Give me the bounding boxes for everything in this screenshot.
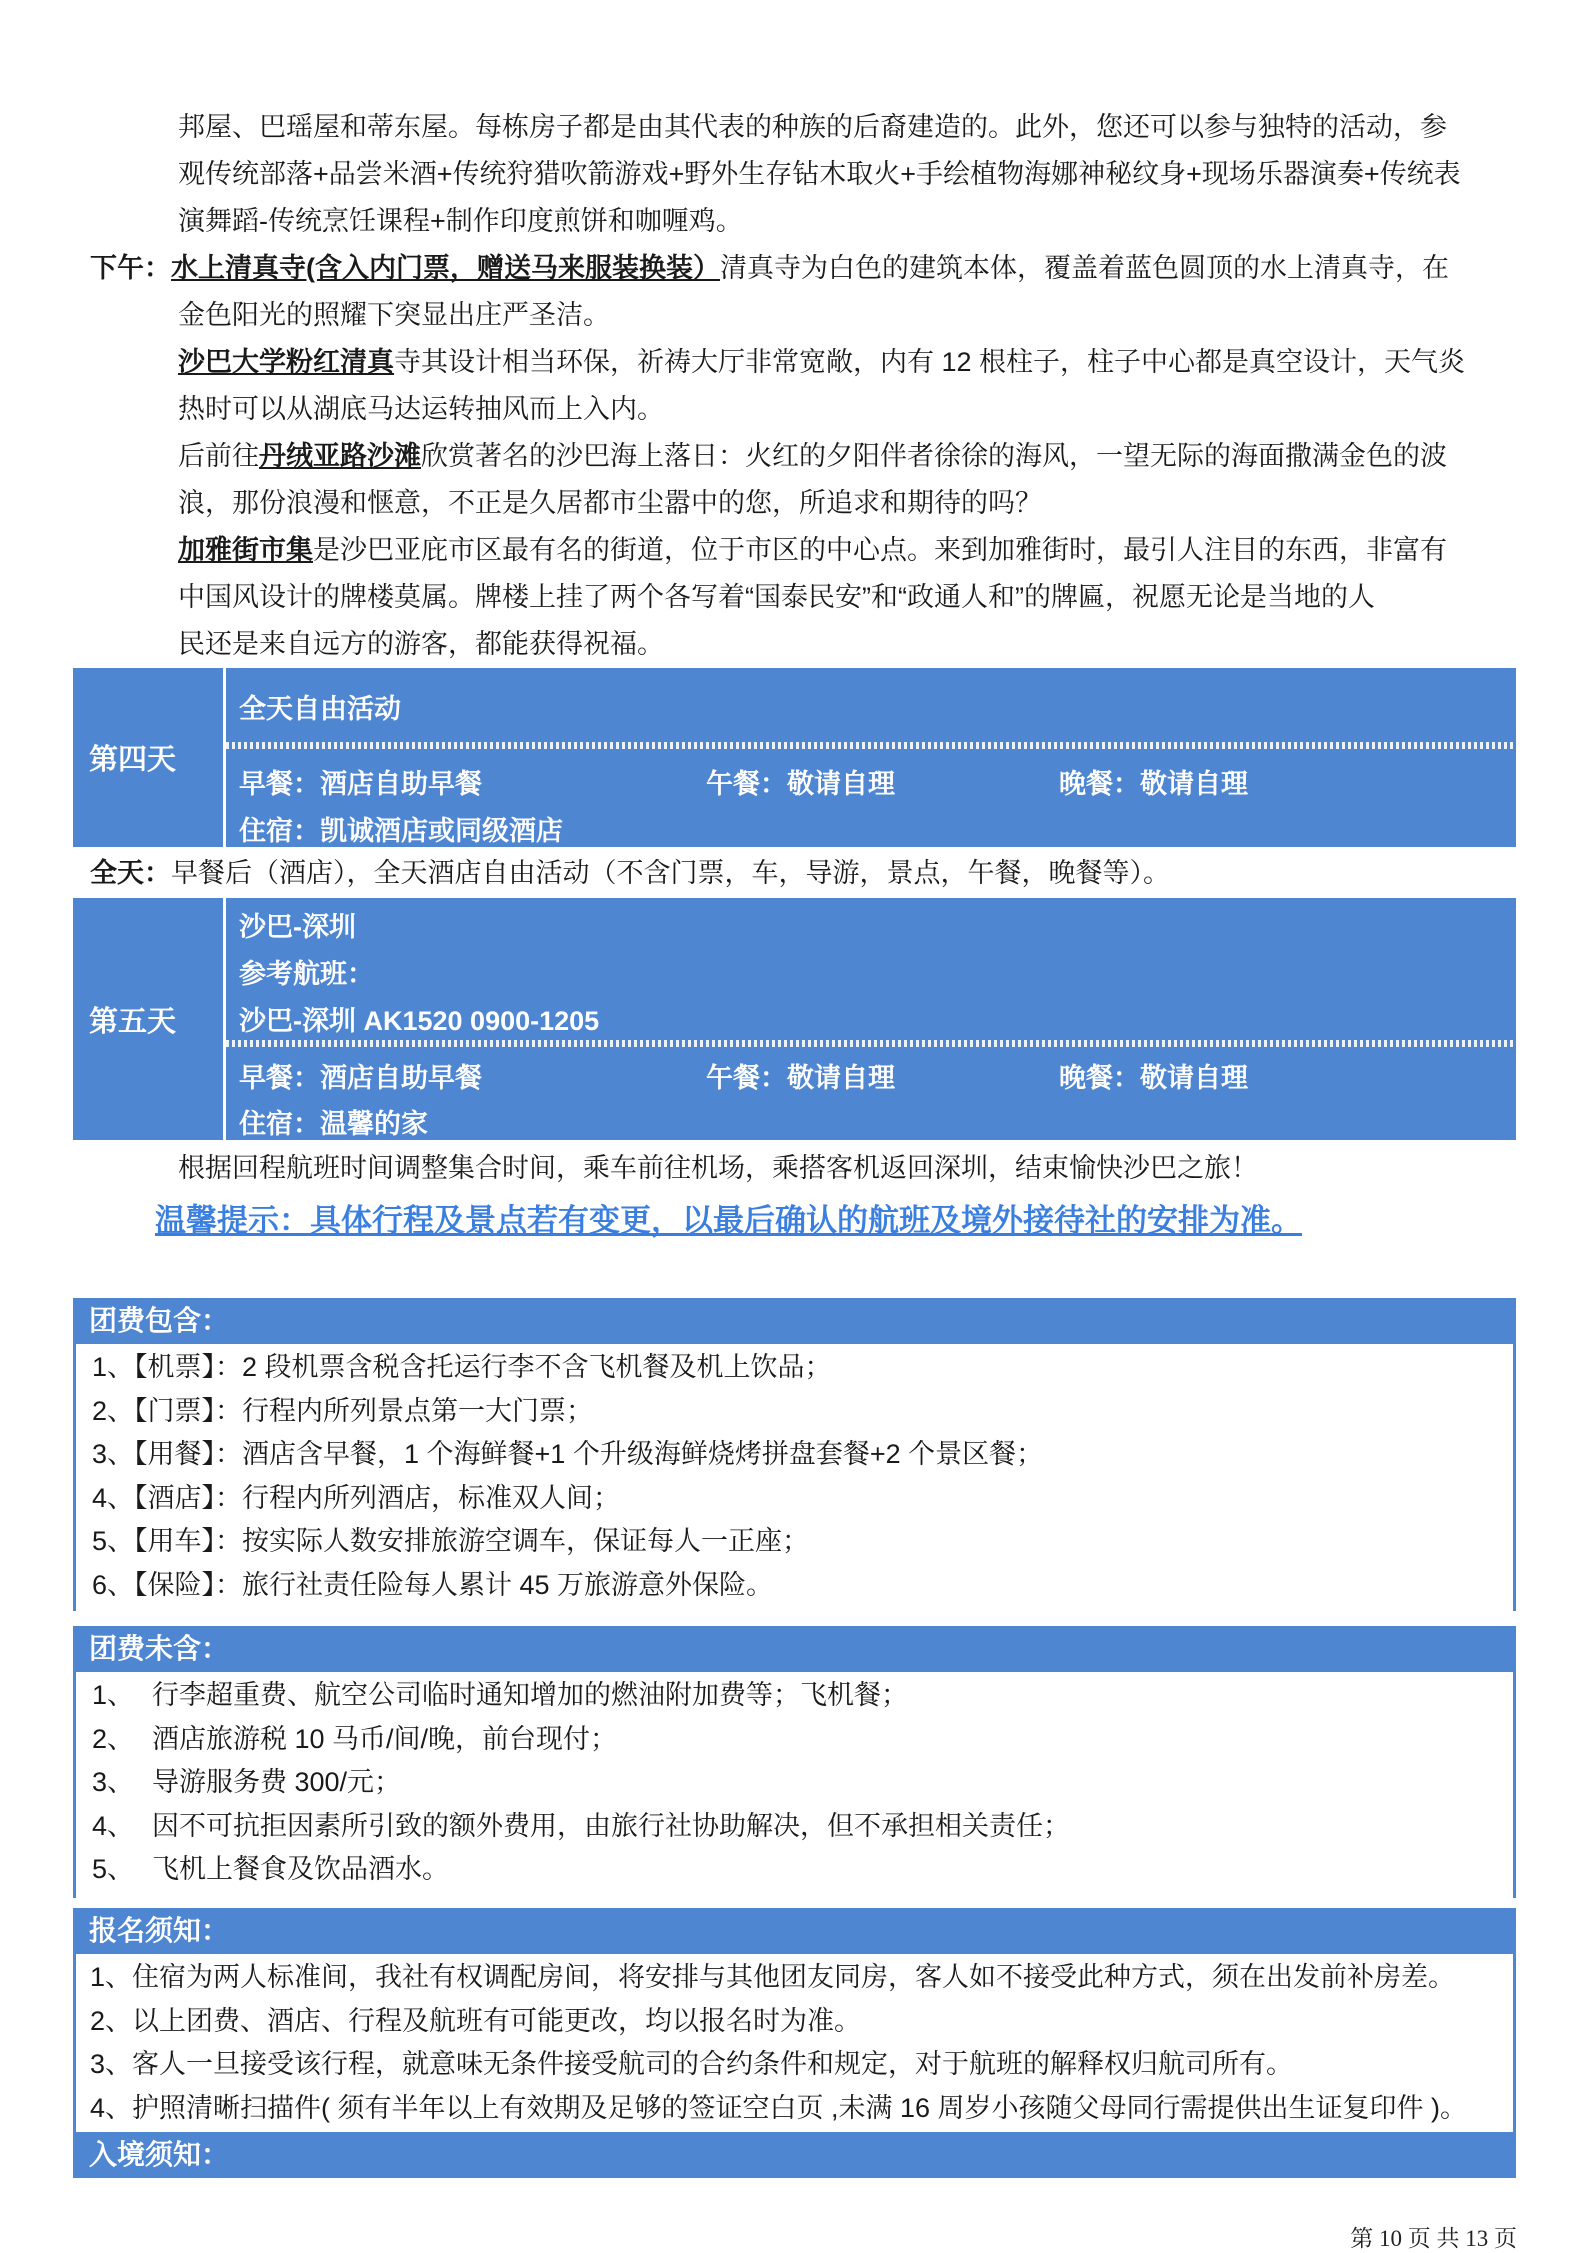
day4-title: 全天自由活动 bbox=[239, 694, 401, 724]
day5-flight-label: 参考航班： bbox=[239, 959, 374, 989]
day4-all-day bbox=[90, 850, 1520, 897]
intro-line: 邦屋、巴瑶屋和蒂东屋。每栋房子都是由其代表的种族的后裔建造的。此外，您还可以参与独特的活动，参 bbox=[178, 112, 1447, 142]
intro-line: 演舞蹈-传统烹饪课程+制作印度煎饼和咖喱鸡。 bbox=[178, 206, 743, 236]
excluded-item bbox=[92, 1718, 1497, 1762]
afternoon-p4-text: 是沙巴亚庇市区最有名的街道，位于市区的中心点。来到加雅街时，最引人注目的东西，非富有 bbox=[313, 535, 1447, 565]
day5-divider bbox=[223, 898, 226, 1140]
market-link[interactable]: 加雅街市集 bbox=[178, 535, 313, 565]
included-item: 6、【保险】：旅行社责任险每人累计 45 万旅游意外保险。 bbox=[92, 1569, 774, 1600]
day5-breakfast: 早餐：酒店自助早餐 bbox=[239, 1063, 482, 1093]
excluded-section bbox=[73, 1626, 1516, 1898]
notice-item: 4、护照清晰扫描件( 须有半年以上有效期及足够的签证空白页 ,未满 16 周岁小孩随父母同行需提供出生证复印件 )。 bbox=[90, 2092, 1468, 2123]
afternoon-p1-text: 清真寺为白色的建筑本体，覆盖着蓝色圆顶的水上清真寺，在 bbox=[720, 253, 1449, 283]
afternoon-p4 bbox=[90, 527, 1520, 574]
day5-note: 根据回程航班时间调整集合时间，乘车前往机场，乘搭客机返回深圳，结束愉快沙巴之旅！ bbox=[178, 1153, 1258, 1183]
included-item: 5、【用车】：按实际人数安排旅游空调车，保证每人一正座； bbox=[92, 1526, 810, 1556]
included-list bbox=[73, 1344, 1516, 1611]
excluded-text: 因不可抗拒因素所引致的额外费用，由旅行社协助解决，但不承担相关责任； bbox=[152, 1810, 1070, 1841]
excluded-num: 2、 bbox=[92, 1723, 135, 1754]
day5-dinner: 晚餐：敬请自理 bbox=[1059, 1063, 1248, 1093]
page-number: 第 10 页 共 13 页 bbox=[1350, 2226, 1517, 2251]
day4-dashed-separator bbox=[226, 742, 1516, 749]
day4-dinner: 晚餐：敬请自理 bbox=[1059, 769, 1248, 799]
notice-section bbox=[73, 1908, 1516, 2134]
day5-label: 第五天 bbox=[89, 1005, 177, 1038]
day5-dashed-separator bbox=[226, 1040, 1516, 1047]
excluded-item bbox=[92, 1848, 1497, 1892]
day4-breakfast: 早餐：酒店自助早餐 bbox=[239, 769, 482, 799]
included-section bbox=[73, 1298, 1516, 1611]
excluded-item bbox=[92, 1761, 1497, 1805]
afternoon-p1 bbox=[90, 245, 1520, 292]
afternoon-p2 bbox=[90, 339, 1520, 386]
excluded-text: 酒店旅游税 10 马币/间/晚，前台现付； bbox=[152, 1723, 618, 1754]
notice-item: 2、以上团费、酒店、行程及航班有可能更改，均以报名时为准。 bbox=[90, 2005, 862, 2036]
included-item: 1、【机票】：2 段机票含税含托运行李不含飞机餐及机上饮品； bbox=[92, 1352, 832, 1382]
pink-mosque-link[interactable]: 沙巴大学粉红清真 bbox=[178, 347, 394, 377]
day5-table bbox=[73, 898, 1516, 1140]
excluded-text: 行李超重费、航空公司临时通知增加的燃油附加费等；飞机餐； bbox=[152, 1680, 908, 1710]
included-item: 4、【酒店】：行程内所列酒店，标准双人间； bbox=[92, 1482, 621, 1513]
excluded-item bbox=[92, 1805, 1497, 1849]
intro-line: 观传统部落+品尝米酒+传统狩猎吹箭游戏+野外生存钻木取火+手绘植物海娜神秘纹身+现场乐器演奏+传统表 bbox=[178, 159, 1461, 189]
afternoon-p2-text: 寺其设计相当环保，祈祷大厅非常宽敞，内有 12 根柱子，柱子中心都是真空设计，天气炎 bbox=[394, 347, 1466, 377]
entry-title: 入境须知： bbox=[73, 2132, 1516, 2178]
beach-link[interactable]: 丹绒亚路沙滩 bbox=[259, 441, 421, 471]
day4-hotel: 住宿：凯诚酒店或同级酒店 bbox=[239, 816, 563, 846]
day4-table bbox=[73, 668, 1516, 847]
day4-all-text: 早餐后（酒店），全天酒店自由活动（不含门票，车，导游，景点，午餐，晚餐等）。 bbox=[171, 858, 1170, 888]
included-title: 团费包含： bbox=[73, 1298, 1516, 1344]
excluded-list bbox=[73, 1672, 1516, 1898]
notice-item: 3、客人一旦接受该行程，就意味无条件接受航司的合约条件和规定，对于航班的解释权归航司所有。 bbox=[90, 2049, 1294, 2079]
excluded-num: 1、 bbox=[92, 1680, 135, 1710]
afternoon-p1-line2: 金色阳光的照耀下突显出庄严圣洁。 bbox=[178, 300, 610, 330]
excluded-item bbox=[92, 1674, 1497, 1718]
afternoon-p3 bbox=[90, 433, 1520, 480]
day4-divider bbox=[223, 668, 226, 847]
day4-all-day-line bbox=[90, 850, 1520, 897]
day4-label: 第四天 bbox=[89, 744, 177, 776]
afternoon-p3-text: 欣赏著名的沙巴海上落日：火红的夕阳伴者徐徐的海风，一望无际的海面撒满金色的波 bbox=[421, 441, 1447, 471]
afternoon-section bbox=[90, 245, 1520, 668]
day5-flight: 沙巴-深圳 AK1520 0900-1205 bbox=[239, 1006, 600, 1036]
day5-hotel: 住宿：温馨的家 bbox=[239, 1109, 428, 1139]
excluded-num: 3、 bbox=[92, 1767, 135, 1797]
excluded-title: 团费未含： bbox=[73, 1626, 1516, 1672]
afternoon-p4-line2: 中国风设计的牌楼莫属。牌楼上挂了两个各写着“国泰民安”和“政通人和”的牌匾，祝愿无论是当地的人 bbox=[178, 582, 1375, 612]
entry-section bbox=[73, 2132, 1516, 2178]
excluded-num: 5、 bbox=[92, 1854, 135, 1884]
included-item: 2、【门票】：行程内所列景点第一大门票； bbox=[92, 1395, 594, 1426]
reminder-tip: 温馨提示：具体行程及景点若有变更，以最后确认的航班及境外接待社的安排为准。 bbox=[155, 1203, 1302, 1238]
afternoon-p3-line2: 浪，那份浪漫和惬意，不正是久居都市尘嚣中的您，所追求和期待的吗？ bbox=[178, 488, 1042, 518]
notice-item: 1、住宿为两人标准间，我社有权调配房间，将安排与其他团友同房，客人如不接受此种方式，须在出发前补房差。 bbox=[90, 1962, 1456, 1992]
day4-all-label: 全天： bbox=[90, 858, 171, 888]
included-item: 3、【用餐】：酒店含早餐，1 个海鲜餐+1 个升级海鲜烧烤拼盘套餐+2 个景区餐； bbox=[92, 1439, 1044, 1469]
afternoon-p4-line3: 民还是来自远方的游客，都能获得祝福。 bbox=[178, 629, 664, 659]
afternoon-p3-pre: 后前往 bbox=[178, 441, 259, 471]
water-mosque-link[interactable]: 水上清真寺(含入内门票，赠送马来服装换装） bbox=[171, 253, 720, 283]
afternoon-label: 下午： bbox=[90, 253, 171, 283]
day5-lunch: 午餐：敬请自理 bbox=[706, 1063, 895, 1093]
day5-title: 沙巴-深圳 bbox=[239, 912, 356, 942]
notice-list bbox=[73, 1954, 1516, 2134]
day4-lunch: 午餐：敬请自理 bbox=[706, 769, 895, 799]
excluded-num: 4、 bbox=[92, 1810, 135, 1841]
notice-title: 报名须知： bbox=[73, 1908, 1516, 1954]
afternoon-p2-line2: 热时可以从湖底马达运转抽风而上入内。 bbox=[178, 394, 664, 424]
excluded-text: 飞机上餐食及饮品酒水。 bbox=[152, 1854, 449, 1884]
intro-paragraph bbox=[178, 104, 1518, 245]
excluded-text: 导游服务费 300/元； bbox=[152, 1767, 402, 1797]
